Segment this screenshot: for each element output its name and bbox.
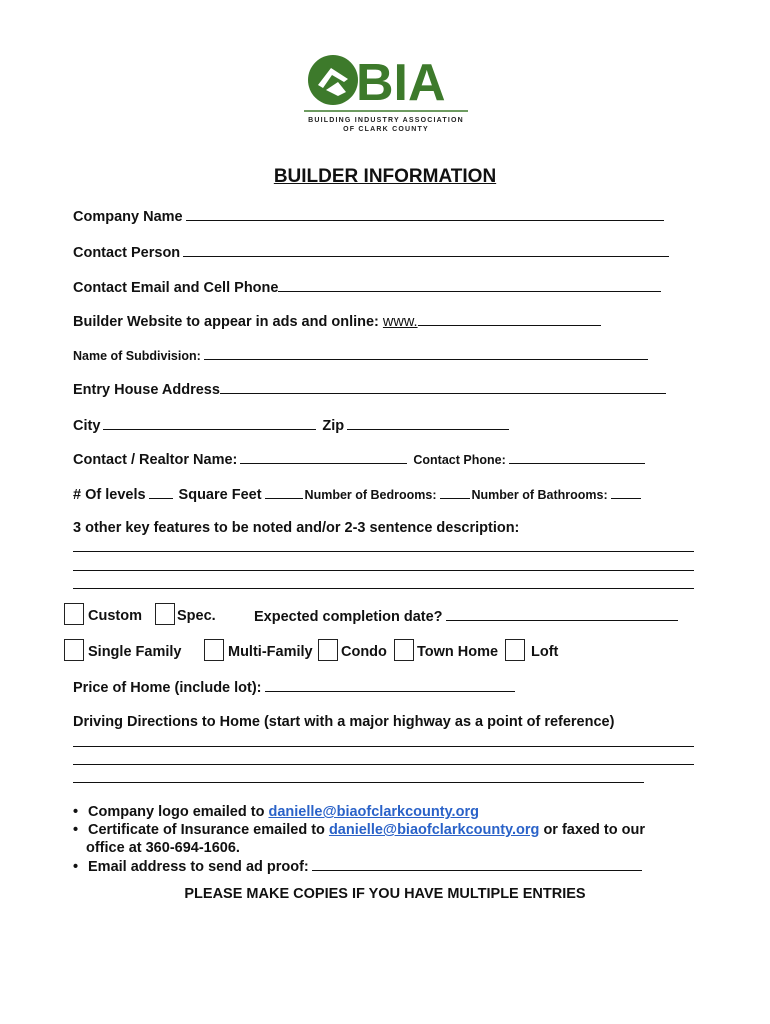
contact-email-field[interactable] xyxy=(278,278,661,292)
directions-label: Driving Directions to Home (start with a major highway as a point of reference) xyxy=(73,714,615,730)
directions-line-1[interactable] xyxy=(73,746,694,747)
contact-person-label: Contact Person xyxy=(73,245,181,261)
org-name-line1: BUILDING INDUSTRY ASSOCIATION xyxy=(308,117,464,124)
directions-line-2[interactable] xyxy=(73,764,694,765)
entry-address-field[interactable] xyxy=(220,380,666,394)
company-name-label: Company Name xyxy=(73,209,183,225)
insurance-instruction xyxy=(73,821,645,839)
company-name-row xyxy=(73,207,664,226)
proof-email-field[interactable] xyxy=(312,857,642,871)
insurance-suffix: or faxed to our xyxy=(543,822,645,838)
completion-date-field[interactable] xyxy=(446,607,678,621)
subdivision-field[interactable] xyxy=(204,346,648,360)
contact-phone-field[interactable] xyxy=(509,450,645,464)
entry-address-row xyxy=(73,380,666,399)
square-feet-field[interactable] xyxy=(265,485,303,499)
directions-line-3[interactable] xyxy=(73,782,644,783)
realtor-row xyxy=(73,450,645,469)
fax-number-text: office at 360-694-1606. xyxy=(86,840,240,856)
logo-instruction xyxy=(73,803,479,821)
square-feet-label: Square Feet xyxy=(178,487,262,503)
spec-checkbox[interactable] xyxy=(155,603,175,625)
contact-phone-label: Contact Phone: xyxy=(413,453,506,467)
features-line-2[interactable] xyxy=(73,570,694,571)
features-line-3[interactable] xyxy=(73,588,694,589)
price-field[interactable] xyxy=(265,678,515,692)
condo-label: Condo xyxy=(341,644,387,660)
subdivision-label: Name of Subdivision: xyxy=(73,349,201,363)
bedrooms-label: Number of Bedrooms: xyxy=(304,488,437,502)
website-prefix: www. xyxy=(382,314,418,330)
single-family-checkbox[interactable] xyxy=(64,639,84,661)
multi-family-checkbox[interactable] xyxy=(204,639,224,661)
proof-instruction xyxy=(73,857,642,876)
bullet-marker: • xyxy=(73,859,79,875)
single-family-label: Single Family xyxy=(88,644,182,660)
realtor-name-label: Contact / Realtor Name: xyxy=(73,452,238,468)
multi-family-label: Multi-Family xyxy=(228,644,313,660)
bathrooms-field[interactable] xyxy=(611,485,641,499)
town-home-label: Town Home xyxy=(417,644,499,660)
contact-email-label: Contact Email and Cell Phone xyxy=(73,280,279,296)
completion-date-row xyxy=(254,607,678,626)
levels-label: # Of levels xyxy=(73,487,146,503)
home-specs-row xyxy=(73,485,641,504)
price-label: Price of Home (include lot): xyxy=(73,680,262,696)
insurance-email-link[interactable]: danielle@biaofclarkcounty.org xyxy=(328,822,540,838)
contact-email-row xyxy=(73,278,661,297)
custom-checkbox[interactable] xyxy=(64,603,84,625)
city-zip-row xyxy=(73,416,509,435)
levels-field[interactable] xyxy=(149,485,173,499)
loft-label: Loft xyxy=(531,644,559,660)
custom-label: Custom xyxy=(88,608,142,624)
footer-note: PLEASE MAKE COPIES IF YOU HAVE MULTIPLE ENTRIES xyxy=(184,886,586,902)
page-title: BUILDER INFORMATION xyxy=(273,166,497,187)
price-row xyxy=(73,678,515,697)
loft-checkbox[interactable] xyxy=(505,639,525,661)
features-label: 3 other key features to be noted and/or 2-3 sentence description: xyxy=(73,520,520,536)
bullet-marker: • xyxy=(73,804,79,820)
realtor-name-field[interactable] xyxy=(240,450,407,464)
zip-field[interactable] xyxy=(347,416,509,430)
subdivision-row xyxy=(73,346,648,365)
completion-date-label: Expected completion date? xyxy=(254,609,443,625)
proof-instruction-text: Email address to send ad proof: xyxy=(88,859,309,875)
logo-text: BIA xyxy=(356,54,446,112)
condo-checkbox[interactable] xyxy=(318,639,338,661)
city-field[interactable] xyxy=(103,416,316,430)
bathrooms-label: Number of Bathrooms: xyxy=(471,488,608,502)
contact-person-field[interactable] xyxy=(183,243,669,257)
entry-address-label: Entry House Address xyxy=(73,382,220,398)
insurance-instruction-text: Certificate of Insurance emailed to xyxy=(88,822,325,838)
city-label: City xyxy=(73,418,101,434)
zip-label: Zip xyxy=(322,418,345,434)
town-home-checkbox[interactable] xyxy=(394,639,414,661)
website-field[interactable] xyxy=(418,312,601,326)
logo-email-link[interactable]: danielle@biaofclarkcounty.org xyxy=(268,804,479,820)
logo-instruction-text: Company logo emailed to xyxy=(88,804,265,820)
org-name-line2: OF CLARK COUNTY xyxy=(343,126,429,133)
website-label: Builder Website to appear in ads and online: xyxy=(73,314,379,330)
company-name-field[interactable] xyxy=(186,207,664,221)
bullet-marker: • xyxy=(73,822,79,838)
features-line-1[interactable] xyxy=(73,551,694,552)
bedrooms-field[interactable] xyxy=(440,485,470,499)
website-row xyxy=(73,312,601,331)
spec-label: Spec. xyxy=(177,608,216,624)
contact-person-row xyxy=(73,243,669,262)
